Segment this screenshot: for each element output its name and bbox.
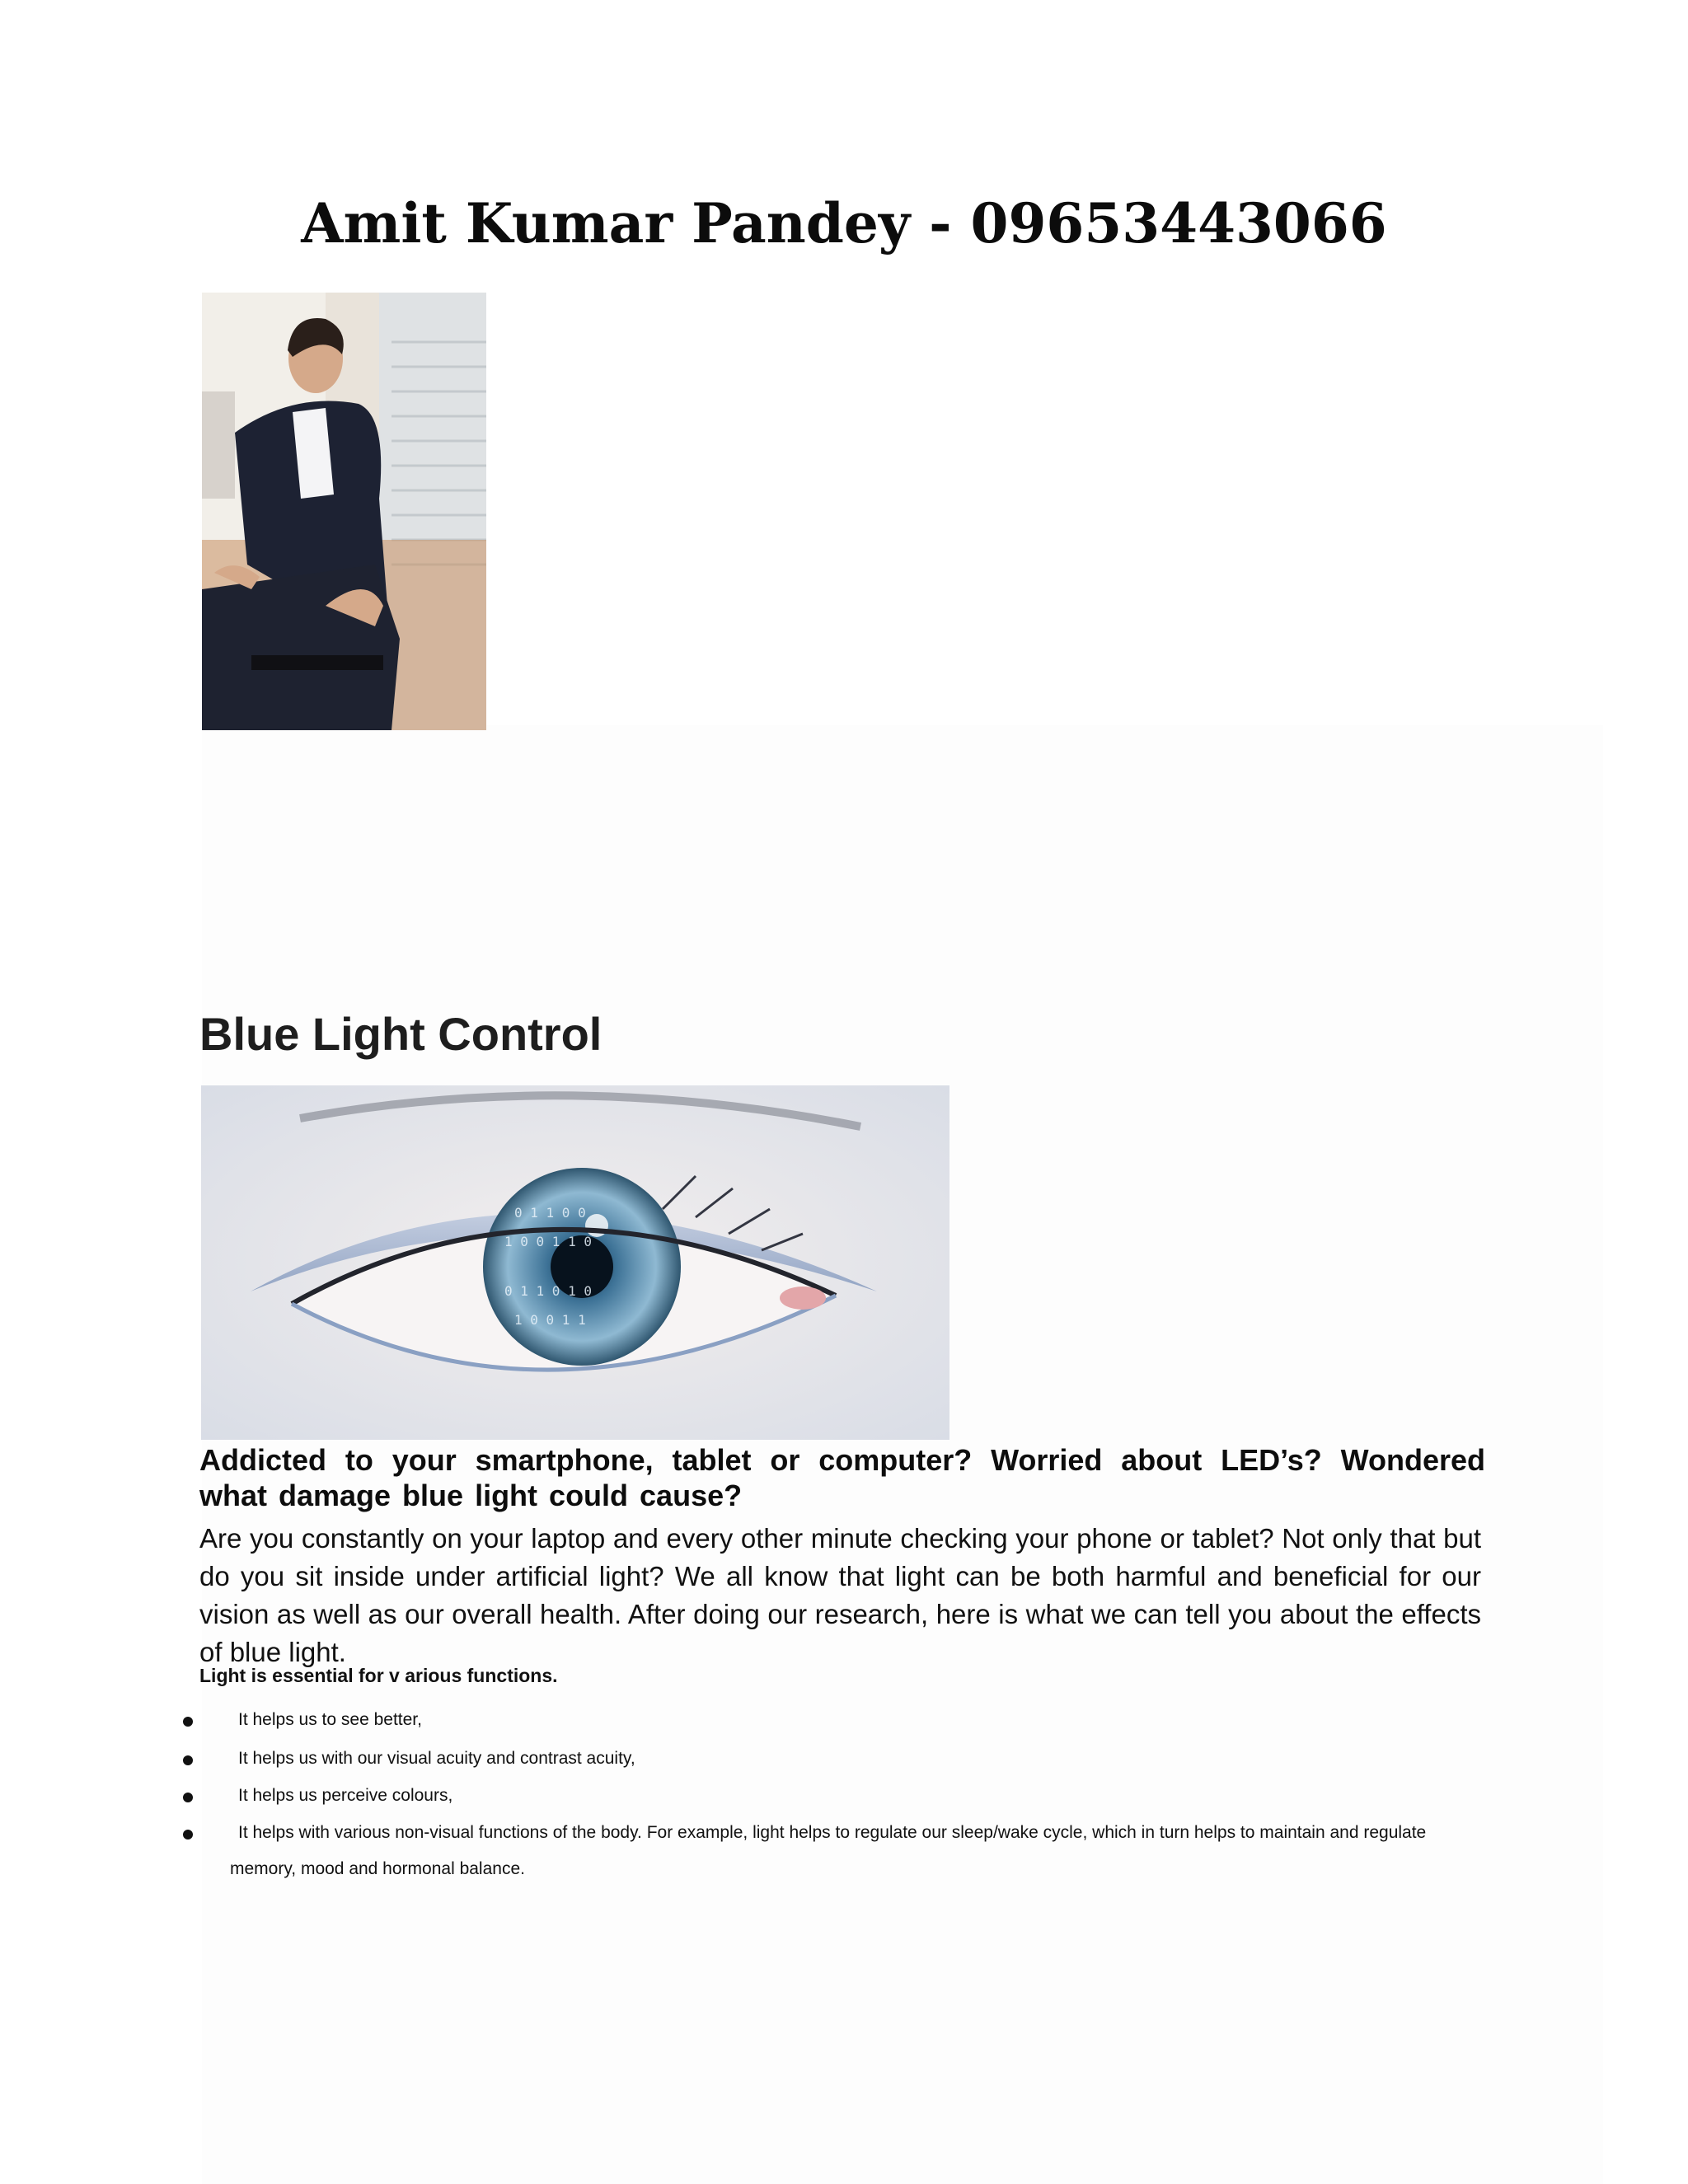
bullet-icon xyxy=(183,1830,193,1840)
document-title: Amit Kumar Pandey - 09653443066 xyxy=(301,191,1387,255)
list-item-text: It helps us perceive colours, xyxy=(238,1786,453,1805)
profile-photo xyxy=(202,293,486,730)
bullet-icon xyxy=(183,1717,193,1727)
bullet-icon xyxy=(183,1755,193,1765)
svg-text:1 0 0 1 1: 1 0 0 1 1 xyxy=(514,1312,586,1328)
intro-paragraph: Are you constantly on your laptop and every other minute checking your phone or tablet? Not only that but do you sit inside under artificial light? We all know that light can be both harmful and beneficial for our vision as well as our overall health. After doing our research, here is what we can tell you about the effects of blue light. xyxy=(199,1523,1481,1667)
svg-text:1 0 0 1 1 0: 1 0 0 1 1 0 xyxy=(504,1234,592,1249)
eye-illustration xyxy=(201,1085,950,1440)
svg-text:0 1 1 0 1 0: 0 1 1 0 1 0 xyxy=(504,1283,592,1299)
list-item-text: It helps with various non-visual functions of the body. For example, light helps to regulate our sleep/wake cycle, which in turn helps to maintain and regulate xyxy=(238,1823,1427,1842)
list-item-continuation: memory, mood and hormonal balance. xyxy=(230,1859,525,1878)
section-heading: Blue Light Control xyxy=(199,1008,603,1060)
list-heading: Light is essential for v arious functions. xyxy=(199,1665,558,1686)
bullet-icon xyxy=(183,1793,193,1802)
list-item-text: It helps us with our visual acuity and contrast acuity, xyxy=(238,1749,635,1768)
svg-text:0 1 1 0 0: 0 1 1 0 0 xyxy=(514,1205,586,1221)
list-item-text: It helps us to see better, xyxy=(238,1710,422,1729)
lead-question: Addicted to your smartphone, tablet or computer? Worried about LED’s? Wondered what damage blue light could cause? xyxy=(199,1443,1485,1512)
